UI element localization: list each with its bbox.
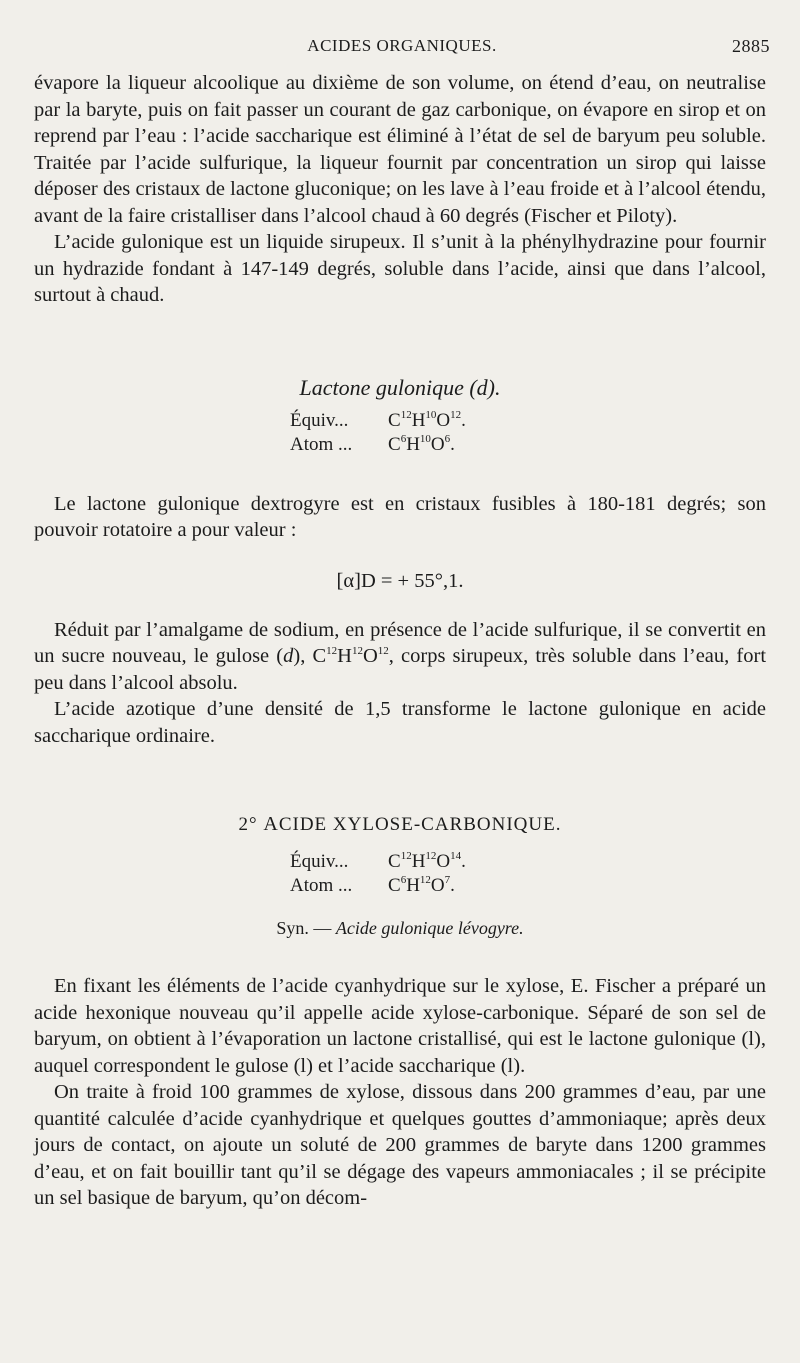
formula-atom-value: $C^6H^{10}O^6$. <box>388 432 455 455</box>
formula-atom-value: $C^6H^{12}O^7$. <box>388 874 455 896</box>
paragraph-3: Le lactone gulonique dextrogyre est en cristaux fusibles à 180-181 degrés; son pouvoir rotatoire a pour valeur : <box>34 492 766 541</box>
rotation-formula: [α]D = + 55°,1. <box>336 569 464 592</box>
paragraph-7: On traite à froid 100 grammes de xylose, dissous dans 200 grammes d’eau, par une quantité calculée d’acide cyanhydrique et quelques gouttes d’ammoniaque; après deux jours de contact, on ajoute un soluté de 200 grammes de baryte dans 1200 grammes d’eau, et on fait bouillir tant qu’il se dégage des vapeurs ammoniacales ; il se précipite un sel basique de baryum, qu’on décom- <box>34 1081 766 1209</box>
paragraph-2: L’acide gulonique est un liquide sirupeux. Il s’unit à la phénylhydrazine pour fournir un hydrazide fondant à 147-149 degrés, soluble dans l’acide, ainsi que dans l’alcool, surtout à chaud. <box>34 231 766 306</box>
section-title-xylose-carbonique: 2° ACIDE XYLOSE-CARBONIQUE. <box>238 813 562 835</box>
paragraph-5: L’acide azotique d’une densité de 1,5 transforme le lactone gulonique en acide saccharique ordinaire. <box>34 698 766 747</box>
formula-atom-row <box>290 433 510 457</box>
paragraph-4: Réduit par l’amalgame de sodium, en présence de l’acide sulfurique, il se convertit en un sucre nouveau, le gulose (d), $C^{12}H^{12}O^{12}$, corps sirupeux, très soluble dans l’eau, fort peu dans l’alcool absolu. <box>34 618 767 694</box>
formula-equiv-label: Équiv... <box>290 409 349 431</box>
running-title: ACIDES ORGANIQUES. <box>307 36 497 55</box>
formula-equiv-row <box>290 409 510 433</box>
synonym-line: Syn. — Acide gulonique lévogyre. <box>276 918 524 938</box>
formula-equiv-label: Équiv... <box>290 851 349 872</box>
formula-atom-label: Atom ... <box>290 433 353 455</box>
page-number: 2885 <box>732 36 770 56</box>
formula-equiv-row <box>290 850 510 874</box>
formula-equiv-value: $C^{12}H^{10}O^{12}$. <box>388 408 466 431</box>
paragraph-6: En fixant les éléments de l’acide cyanhydrique sur le xylose, E. Fischer a préparé un acide hexonique nouveau qu’il appelle acide xylose-carbonique. Séparé de son sel de baryum, on obtient à l’évaporation un lactone cristallisé, qui est le lactone gulonique (l), auquel correspondent le gulose (l) et l’acide saccharique (l). <box>34 975 766 1077</box>
running-header <box>34 36 770 62</box>
formula-block-lactone <box>290 409 510 457</box>
formula-equiv-value: $C^{12}H^{12}O^{14}$. <box>388 850 466 872</box>
formula-block-xylose <box>290 850 510 898</box>
formula-atom-row <box>290 874 510 898</box>
paragraph-1: évapore la liqueur alcoolique au dixième de son volume, on étend d’eau, on neutralise par la baryte, puis on fait passer un courant de gaz carbonique, on évapore en sirop et on reprend par l’eau : l’acide saccharique est éliminé à l’état de sel de baryum peu soluble. Traitée par l’acide sulfurique, la liqueur fournit par concentration un sirop qui laisse déposer des cristaux de lactone gluconique; on les lave à l’eau froide et à l’alcool étendu, avant de la faire cristalliser dans l’alcool chaud à 60 degrés (Fischer et Piloty). <box>34 72 766 227</box>
section-title-lactone-gulonique: Lactone gulonique (d). <box>299 374 501 400</box>
page-body <box>34 70 766 1212</box>
formula-atom-label: Atom ... <box>290 875 353 896</box>
